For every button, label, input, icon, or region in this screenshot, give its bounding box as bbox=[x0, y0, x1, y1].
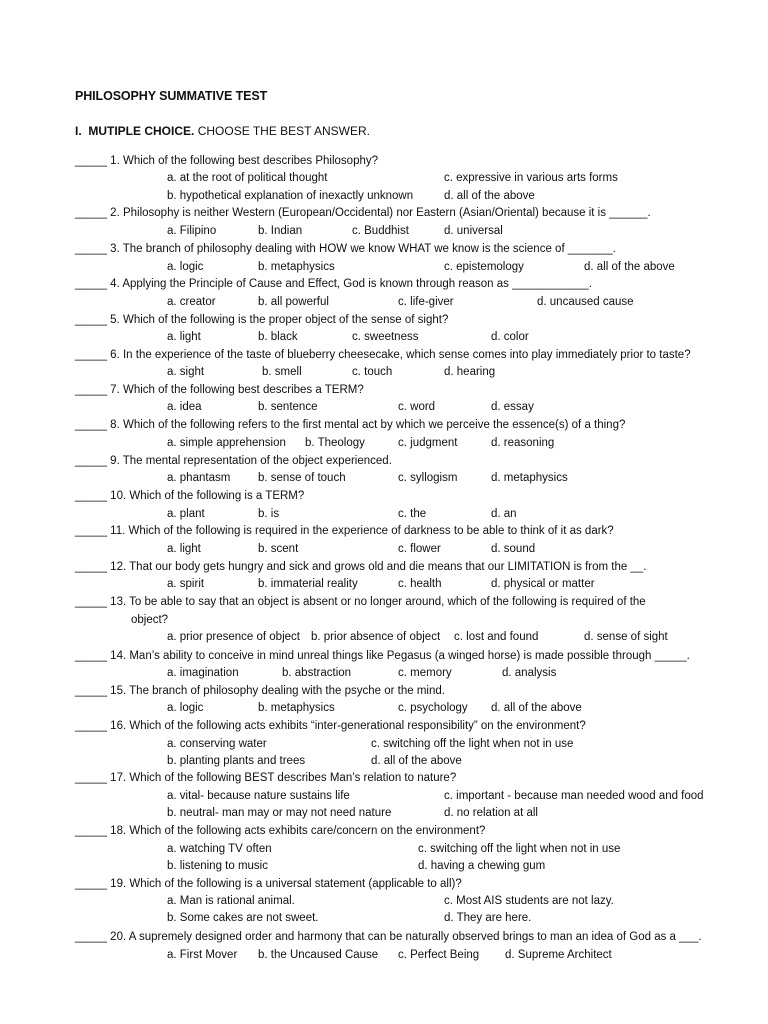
question-7: _____ 7. Which of the following best describes a TERM? bbox=[75, 384, 364, 396]
q17-option-b: b. neutral- man may or may not need nature bbox=[167, 807, 392, 819]
q9-option-b: b. sense of touch bbox=[258, 472, 346, 484]
q14-option-d: d. analysis bbox=[502, 667, 557, 679]
q2-option-a: a. Filipino bbox=[167, 225, 217, 237]
q15-option-b: b. metaphysics bbox=[258, 702, 335, 714]
question-17: _____ 17. Which of the following BEST describes Man’s relation to nature? bbox=[75, 772, 457, 784]
q17-option-a: a. vital- because nature sustains life bbox=[167, 790, 350, 802]
q11-option-b: b. scent bbox=[258, 543, 299, 555]
question-20: _____ 20. A supremely designed order and harmony that can be naturally observed brings to man an idea of God as a ___. bbox=[75, 931, 702, 943]
q5-option-b: b. black bbox=[258, 331, 298, 343]
q12-option-d: d. physical or matter bbox=[491, 578, 595, 590]
question-14: _____ 14. Man’s ability to conceive in mind unreal things like Pegasus (a winged horse) is made possible through _____. bbox=[75, 650, 690, 662]
q8-option-c: c. judgment bbox=[398, 437, 458, 449]
q2-option-c: c. Buddhist bbox=[352, 225, 409, 237]
q1-option-c: c. expressive in various arts forms bbox=[444, 172, 618, 184]
section-title: MUTIPLE CHOICE. bbox=[88, 124, 195, 138]
q9-option-a: a. phantasm bbox=[167, 472, 231, 484]
question-4: _____ 4. Applying the Principle of Cause and Effect, God is known through reason as ____________. bbox=[75, 278, 593, 290]
q18-option-d: d. having a chewing gum bbox=[418, 860, 546, 872]
q16-option-b: b. planting plants and trees bbox=[167, 755, 306, 767]
q7-option-c: c. word bbox=[398, 401, 436, 413]
q8-option-d: d. reasoning bbox=[491, 437, 555, 449]
question-10: _____ 10. Which of the following is a TERM? bbox=[75, 490, 305, 502]
q16-option-c: c. switching off the light when not in use bbox=[371, 738, 574, 750]
q4-option-c: c. life-giver bbox=[398, 296, 454, 308]
q8-option-a: a. simple apprehension bbox=[167, 437, 286, 449]
q14-option-b: b. abstraction bbox=[282, 667, 352, 679]
q20-option-c: c. Perfect Being bbox=[398, 949, 480, 961]
question-16: _____ 16. Which of the following acts exhibits “inter-generational responsibility” on the environment? bbox=[75, 720, 586, 732]
q19-option-a: a. Man is rational animal. bbox=[167, 895, 295, 907]
q15-option-d: d. all of the above bbox=[491, 702, 582, 714]
question-12: _____ 12. That our body gets hungry and sick and grows old and die means that our LIMITATION is from the __. bbox=[75, 561, 647, 573]
q6-option-b: b. smell bbox=[262, 366, 302, 378]
q13-option-b: b. prior absence of object bbox=[311, 631, 441, 643]
q3-option-d: d. all of the above bbox=[584, 261, 675, 273]
q13-option-d: d. sense of sight bbox=[584, 631, 668, 643]
question-8: _____ 8. Which of the following refers to the first mental act by which we perceive the essence(s) of a thing? bbox=[75, 419, 626, 431]
q17-option-d: d. no relation at all bbox=[444, 807, 538, 819]
q13-option-c: c. lost and found bbox=[454, 631, 539, 643]
question-13: _____ 13. To be able to say that an object is absent or no longer around, which of the following is required of the bbox=[75, 596, 646, 608]
q2-option-b: b. Indian bbox=[258, 225, 303, 237]
q10-option-b: b. is bbox=[258, 508, 280, 520]
q5-option-c: c. sweetness bbox=[352, 331, 419, 343]
q19-option-b: b. Some cakes are not sweet. bbox=[167, 912, 319, 924]
q19-option-c: c. Most AIS students are not lazy. bbox=[444, 895, 614, 907]
q17-option-c: c. important - because man needed wood and food bbox=[444, 790, 704, 802]
q3-option-a: a. logic bbox=[167, 261, 204, 273]
q3-option-b: b. metaphysics bbox=[258, 261, 335, 273]
q14-option-c: c. memory bbox=[398, 667, 452, 679]
q20-option-b: b. the Uncaused Cause bbox=[258, 949, 379, 961]
q4-option-d: d. uncaused cause bbox=[537, 296, 634, 308]
q14-option-a: a. imagination bbox=[167, 667, 239, 679]
q2-option-d: d. universal bbox=[444, 225, 503, 237]
question-15: _____ 15. The branch of philosophy dealing with the psyche or the mind. bbox=[75, 685, 445, 697]
q11-option-c: c. flower bbox=[398, 543, 441, 555]
question-2: _____ 2. Philosophy is neither Western (European/Occidental) nor Eastern (Asian/Oriental) because it is ______. bbox=[75, 207, 651, 219]
q20-option-a: a. First Mover bbox=[167, 949, 238, 961]
question-13-continued: object? bbox=[131, 614, 169, 626]
q4-option-b: b. all powerful bbox=[258, 296, 329, 308]
question-6: _____ 6. In the experience of the taste of blueberry cheesecake, which sense comes into play immediately prior to taste? bbox=[75, 349, 691, 361]
q9-option-c: c. syllogism bbox=[398, 472, 458, 484]
q8-option-b: b. Theology bbox=[305, 437, 365, 449]
q7-option-b: b. sentence bbox=[258, 401, 318, 413]
page-title: PHILOSOPHY SUMMATIVE TEST bbox=[75, 89, 268, 103]
q18-option-a: a. watching TV often bbox=[167, 843, 272, 855]
q10-option-d: d. an bbox=[491, 508, 517, 520]
q10-option-a: a. plant bbox=[167, 508, 205, 520]
q6-option-d: d. hearing bbox=[444, 366, 496, 378]
q12-option-c: c. health bbox=[398, 578, 442, 590]
q12-option-b: b. immaterial reality bbox=[258, 578, 358, 590]
section-instruction: CHOOSE THE BEST ANSWER. bbox=[197, 124, 370, 138]
q16-option-a: a. conserving water bbox=[167, 738, 267, 750]
question-3: _____ 3. The branch of philosophy dealing with HOW we know WHAT we know is the science of _______. bbox=[75, 243, 616, 255]
q18-option-b: b. listening to music bbox=[167, 860, 268, 872]
q16-option-d: d. all of the above bbox=[371, 755, 462, 767]
section-heading bbox=[75, 124, 370, 138]
q19-option-d: d. They are here. bbox=[444, 912, 532, 924]
q18-option-c: c. switching off the light when not in use bbox=[418, 843, 621, 855]
q4-option-a: a. creator bbox=[167, 296, 216, 308]
q5-option-a: a. light bbox=[167, 331, 201, 343]
q7-option-a: a. idea bbox=[167, 401, 202, 413]
question-9: _____ 9. The mental representation of the object experienced. bbox=[75, 455, 392, 467]
q6-option-c: c. touch bbox=[352, 366, 393, 378]
q11-option-a: a. light bbox=[167, 543, 201, 555]
q10-option-c: c. the bbox=[398, 508, 427, 520]
section-number: I. bbox=[75, 124, 82, 138]
q5-option-d: d. color bbox=[491, 331, 529, 343]
q1-option-a: a. at the root of political thought bbox=[167, 172, 328, 184]
question-18: _____ 18. Which of the following acts exhibits care/concern on the environment? bbox=[75, 825, 486, 837]
q1-option-d: d. all of the above bbox=[444, 190, 535, 202]
q3-option-c: c. epistemology bbox=[444, 261, 524, 273]
question-19: _____ 19. Which of the following is a universal statement (applicable to all)? bbox=[75, 878, 462, 890]
q6-option-a: a. sight bbox=[167, 366, 205, 378]
question-5: _____ 5. Which of the following is the proper object of the sense of sight? bbox=[75, 314, 449, 326]
q15-option-c: c. psychology bbox=[398, 702, 468, 714]
q11-option-d: d. sound bbox=[491, 543, 536, 555]
q12-option-a: a. spirit bbox=[167, 578, 205, 590]
q1-option-b: b. hypothetical explanation of inexactly unknown bbox=[167, 190, 414, 202]
question-1: _____ 1. Which of the following best describes Philosophy? bbox=[75, 155, 379, 167]
q7-option-d: d. essay bbox=[491, 401, 534, 413]
q13-option-a: a. prior presence of object bbox=[167, 631, 300, 643]
q9-option-d: d. metaphysics bbox=[491, 472, 568, 484]
q20-option-d: d. Supreme Architect bbox=[505, 949, 612, 961]
question-11: _____ 11. Which of the following is required in the experience of darkness to be able to think of it as dark? bbox=[75, 525, 614, 537]
q15-option-a: a. logic bbox=[167, 702, 204, 714]
